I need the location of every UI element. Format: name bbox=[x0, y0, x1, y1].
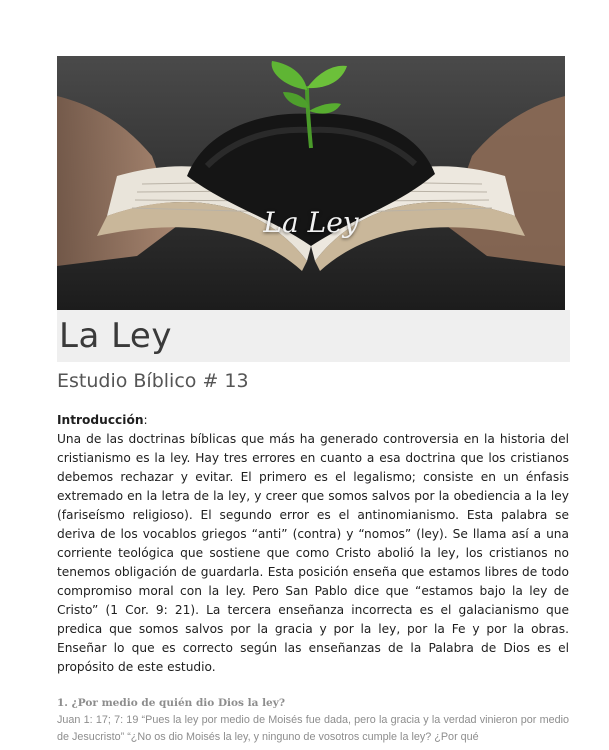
page-title: La Ley bbox=[59, 316, 172, 356]
question-section bbox=[57, 697, 569, 746]
question-text: Juan 1: 17; 7: 19 “Pues la ley por medio de Moisés fue dada, pero la gracia y la verdad vinieron por medio de Jesucristo” “¿No os dio Moisés la ley, y ninguno de vosotros cumple la ley? ¿Por qué bbox=[57, 714, 569, 743]
introduction-text: Una de las doctrinas bíblicas que más ha generado controversia en la historia del cristianismo es la ley. Hay tres errores en cuanto a esa doctrina que los cristianos debemos rechazar y evitar. El primero es el legalismo; consiste en un énfasis extremado en la letra de la ley, y creer que somos salvos por la obediencia a la ley (fariseísmo religioso). El segundo error es el antinomianismo. Esta palabra se deriva de los vocablos griegos “anti” (contra) y “nomos” (ley). Se llama así a una corriente teológica que sostiene que como Cristo abolió la ley, los cristianos no tenemos obligación de guardarla. Esta posición enseña que estamos libres de todo compromiso moral con la ley. Pero San Pablo dice que “estamos bajo la ley de Cristo” (1 Cor. 9: 21). La tercera enseñanza incorrecta es el galacianismo que predica que somos salvos por la gracia y por la ley, por la Fe y por la obras. Enseñar lo que es correcto según las enseñanzas de la Palabra de Dios es el propósito de este estudio. bbox=[57, 432, 569, 674]
open-bible-with-plant-image bbox=[57, 56, 565, 310]
introduction-colon: : bbox=[143, 413, 148, 427]
introduction-label: Introducción bbox=[57, 413, 144, 427]
hero-caption: La Ley bbox=[263, 206, 359, 239]
introduction-paragraph bbox=[57, 411, 569, 677]
question-title: 1. ¿Por medio de quién dio Dios la ley? bbox=[57, 697, 285, 709]
page-subtitle: Estudio Bíblico # 13 bbox=[57, 370, 249, 392]
hero-image bbox=[57, 56, 565, 310]
title-band bbox=[57, 310, 570, 362]
